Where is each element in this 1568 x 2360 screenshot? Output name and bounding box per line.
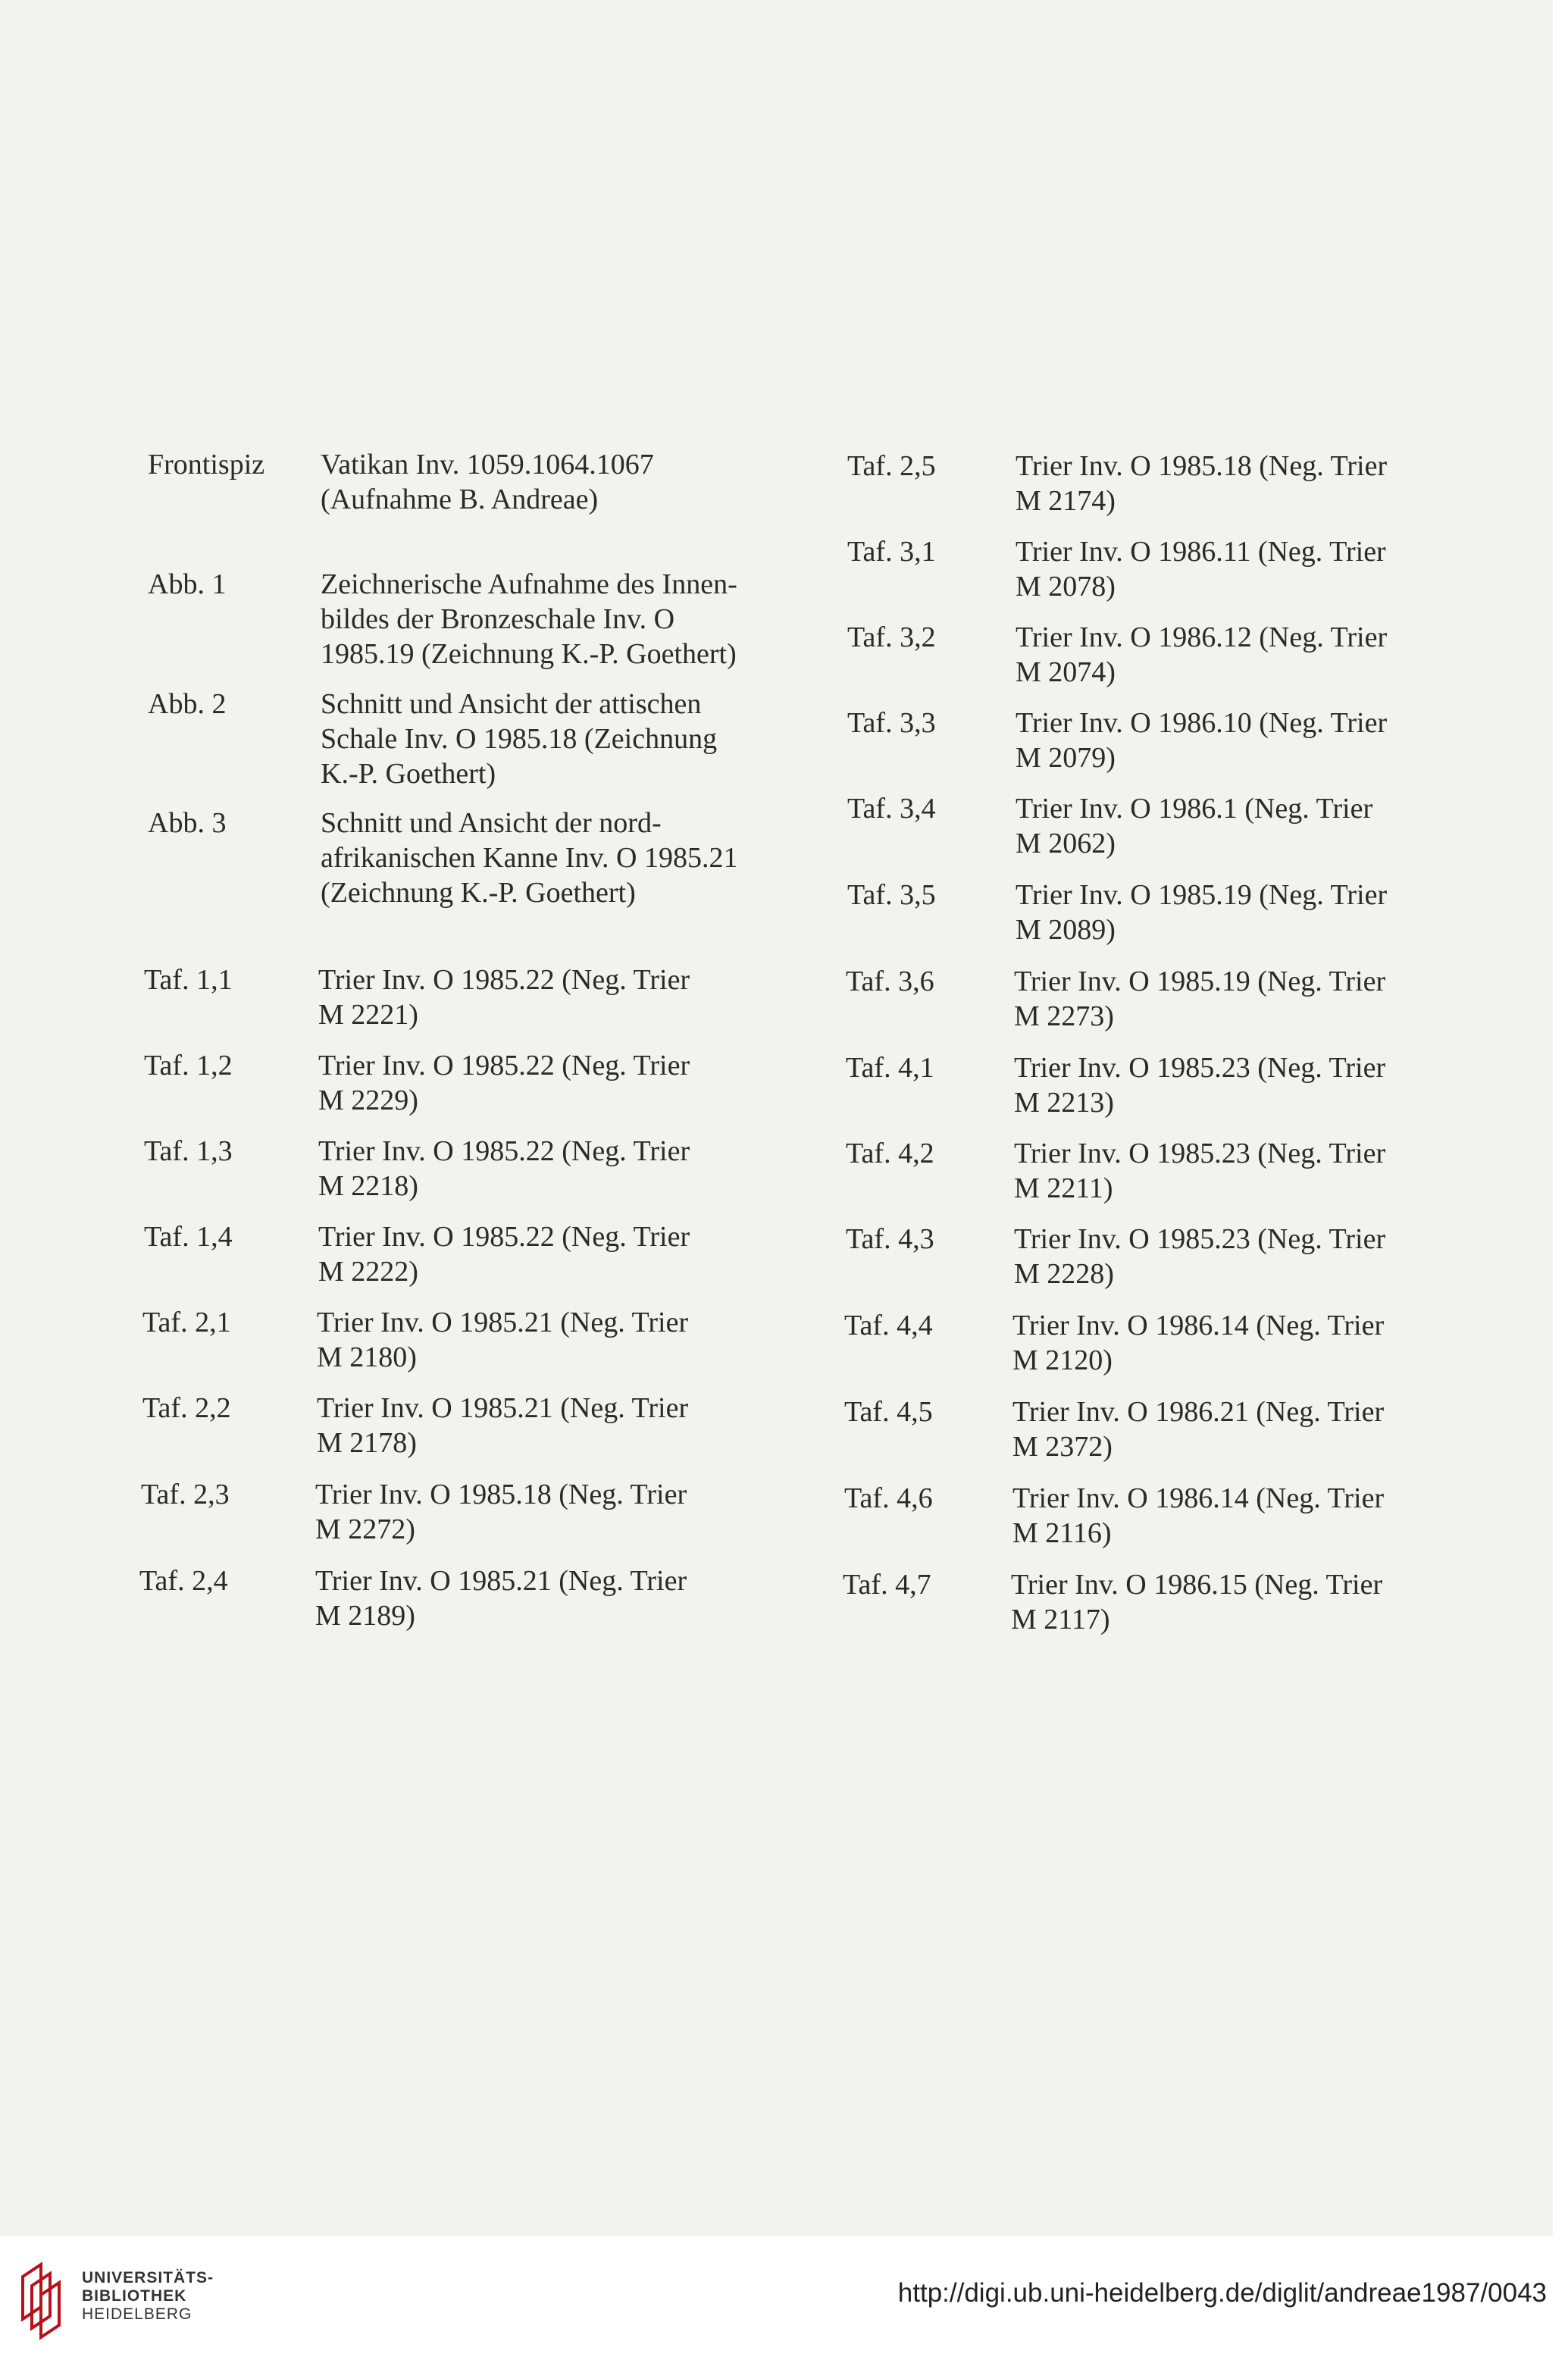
entry-label: Frontispiz — [148, 449, 265, 480]
entry-label: Taf. 3,4 — [847, 793, 936, 825]
entry-label: Taf. 4,3 — [846, 1223, 934, 1255]
entry-text: Schnitt und Ansicht der attischen Schale Inv. O 1985.18 (Zeichnung K.-P. Goethert) — [321, 688, 718, 790]
entry-label: Taf. 3,1 — [847, 536, 936, 568]
footer — [0, 2236, 1568, 2360]
entry-text: Trier Inv. O 1985.19 (Neg. Trier M 2273) — [1014, 966, 1386, 1032]
source-url[interactable]: http://digi.ub.uni-heidelberg.de/diglit/andreae1987/0043 — [897, 2278, 1547, 2308]
entry-label: Taf. 2,1 — [142, 1307, 231, 1338]
entry-text: Trier Inv. O 1985.19 (Neg. Trier M 2089) — [1016, 879, 1388, 946]
library-name-line2: BIBLIOTHEK — [82, 2287, 187, 2305]
entry-label: Abb. 3 — [148, 807, 227, 839]
entry-label: Taf. 3,6 — [846, 966, 934, 997]
entry-label: Taf. 4,5 — [844, 1396, 933, 1428]
entry-label: Taf. 4,1 — [846, 1052, 934, 1084]
entry-text: Trier Inv. O 1985.23 (Neg. Trier M 2211) — [1014, 1138, 1386, 1204]
entry-text: Zeichnerische Aufnahme des Innen- bildes der Bronzeschale Inv. O 1985.19 (Zeichnung K.-P. Goethert) — [321, 568, 737, 670]
entry-text: Trier Inv. O 1985.18 (Neg. Trier M 2272) — [315, 1479, 687, 1545]
entry-label: Taf. 4,6 — [844, 1482, 933, 1514]
entry-label: Taf. 3,5 — [847, 879, 936, 911]
entry-label: Abb. 2 — [148, 688, 227, 720]
entry-text: Trier Inv. O 1985.21 (Neg. Trier M 2178) — [317, 1392, 689, 1459]
entry-text: Trier Inv. O 1985.22 (Neg. Trier M 2222) — [318, 1221, 690, 1288]
entry-text: Trier Inv. O 1985.23 (Neg. Trier M 2228) — [1014, 1223, 1386, 1290]
entry-text: Trier Inv. O 1986.10 (Neg. Trier M 2079) — [1016, 707, 1388, 774]
library-logo-icon — [18, 2261, 71, 2340]
library-name — [82, 2269, 214, 2324]
entry-label: Taf. 3,3 — [847, 707, 936, 739]
entry-label: Taf. 1,4 — [144, 1221, 233, 1253]
entry-text: Trier Inv. O 1986.14 (Neg. Trier M 2116) — [1012, 1482, 1385, 1549]
entry-label: Taf. 3,2 — [847, 621, 936, 653]
entry-text: Trier Inv. O 1985.22 (Neg. Trier M 2229) — [318, 1050, 690, 1116]
library-name-line3: HEIDELBERG — [82, 2305, 192, 2323]
entry-label: Taf. 1,3 — [144, 1135, 233, 1167]
entry-label: Taf. 2,5 — [847, 450, 936, 482]
entry-text: Trier Inv. O 1985.21 (Neg. Trier M 2189) — [315, 1565, 687, 1632]
page-edge — [1553, 0, 1568, 2236]
entry-text: Trier Inv. O 1986.21 (Neg. Trier M 2372) — [1012, 1396, 1385, 1463]
entry-label: Abb. 1 — [148, 568, 227, 600]
entry-text: Vatikan Inv. 1059.1064.1067 (Aufnahme B. Andreae) — [321, 449, 654, 515]
entry-label: Taf. 1,2 — [144, 1050, 233, 1081]
entry-label: Taf. 4,7 — [843, 1569, 931, 1601]
entry-text: Trier Inv. O 1986.12 (Neg. Trier M 2074) — [1016, 621, 1388, 688]
entry-text: Trier Inv. O 1985.23 (Neg. Trier M 2213) — [1014, 1052, 1386, 1119]
entry-label: Taf. 1,1 — [144, 964, 233, 996]
entry-label: Taf. 4,4 — [844, 1310, 933, 1341]
entry-label: Taf. 2,4 — [139, 1565, 228, 1597]
entry-label: Taf. 2,3 — [141, 1479, 230, 1510]
entry-text: Trier Inv. O 1986.1 (Neg. Trier M 2062) — [1016, 793, 1373, 859]
entry-text: Trier Inv. O 1985.22 (Neg. Trier M 2218) — [318, 1135, 690, 1202]
entry-text: Schnitt und Ansicht der nord- afrikanischen Kanne Inv. O 1985.21 (Zeichnung K.-P. Goethert) — [321, 807, 738, 909]
entry-label: Taf. 2,2 — [142, 1392, 231, 1424]
entry-text: Trier Inv. O 1986.14 (Neg. Trier M 2120) — [1012, 1310, 1385, 1376]
entry-text: Trier Inv. O 1985.18 (Neg. Trier M 2174) — [1016, 450, 1388, 517]
entry-text: Trier Inv. O 1986.11 (Neg. Trier M 2078) — [1016, 536, 1386, 603]
entry-text: Trier Inv. O 1985.21 (Neg. Trier M 2180) — [317, 1307, 689, 1373]
entry-label: Taf. 4,2 — [846, 1138, 934, 1169]
library-name-line1: UNIVERSITÄTS- — [82, 2269, 214, 2286]
entry-text: Trier Inv. O 1986.15 (Neg. Trier M 2117) — [1011, 1569, 1383, 1635]
entry-text: Trier Inv. O 1985.22 (Neg. Trier M 2221) — [318, 964, 690, 1031]
